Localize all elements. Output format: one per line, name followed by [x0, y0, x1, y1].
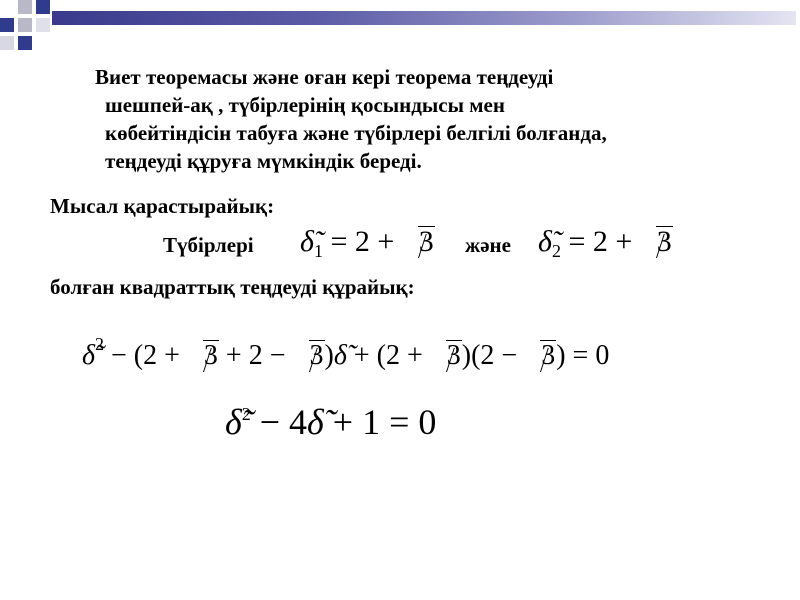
- math-variable: δ̃: [300, 225, 314, 258]
- decor-square: [36, 0, 50, 14]
- header-gradient-bar: [52, 11, 796, 25]
- math-exponent: 2: [95, 334, 105, 354]
- intro-paragraph: [95, 63, 607, 175]
- radicand: 3: [541, 340, 556, 371]
- math-exponent: 2: [241, 404, 251, 424]
- math-text: = 2 +: [330, 225, 395, 258]
- decor-square: [36, 18, 50, 32]
- math-subscript: 2: [551, 241, 561, 261]
- math-variable: δ̃: [82, 340, 96, 371]
- sqrt-symbol: [526, 338, 556, 374]
- radicand: 3: [203, 340, 218, 371]
- expanded-equation: [82, 326, 609, 374]
- root1-formula: [300, 224, 435, 269]
- example-heading: Мысал қарастырайық:: [50, 194, 275, 218]
- math-text: ) = 0: [556, 340, 610, 371]
- math-text: )(2 −: [461, 340, 518, 371]
- roots-label: Түбірлері: [163, 233, 254, 257]
- paragraph-line: Виет теоремасы және оған кері теорема теңдеуді: [95, 65, 554, 89]
- math-variable: δ̃: [538, 225, 552, 258]
- radicand: 3: [309, 340, 324, 371]
- decor-square: [0, 18, 14, 32]
- radicand: 3: [446, 340, 461, 371]
- math-text: = 2 +: [568, 225, 633, 258]
- sqrt-symbol: [432, 338, 462, 374]
- math-variable: δ̃: [225, 402, 242, 442]
- paragraph-line: теңдеуді құруға мүмкіндік береді.: [105, 149, 422, 173]
- decor-square: [0, 36, 14, 50]
- math-subscript: 1: [313, 241, 323, 261]
- decor-square: [18, 0, 32, 14]
- final-equation: [225, 392, 436, 444]
- math-variable: δ̃: [333, 340, 347, 371]
- math-text: + 2 −: [225, 340, 286, 371]
- radicand: 3: [418, 225, 434, 258]
- sqrt-symbol: [642, 224, 673, 260]
- compose-line: болған квадраттық теңдеуді құрайық:: [50, 275, 415, 299]
- radicand: 3: [656, 225, 672, 258]
- math-text: + (2 +: [353, 340, 423, 371]
- paragraph-line: шешпей-ақ , түбірлерінің қосындысы мен: [105, 93, 505, 117]
- decor-square: [18, 18, 32, 32]
- math-text: − (2 +: [111, 340, 180, 371]
- math-variable: δ̃: [307, 402, 324, 442]
- decor-square: [18, 36, 32, 50]
- sqrt-symbol: [189, 338, 219, 374]
- paragraph-line: көбейтіндісін табуға және түбірлері белгілі болғанда,: [105, 121, 607, 145]
- math-text: + 1 = 0: [332, 402, 437, 442]
- math-text: − 4: [259, 402, 308, 442]
- and-label: және: [465, 233, 511, 257]
- sqrt-symbol: [295, 338, 325, 374]
- math-text: ): [324, 340, 334, 371]
- root2-formula: [538, 224, 673, 269]
- sqrt-symbol: [404, 224, 435, 260]
